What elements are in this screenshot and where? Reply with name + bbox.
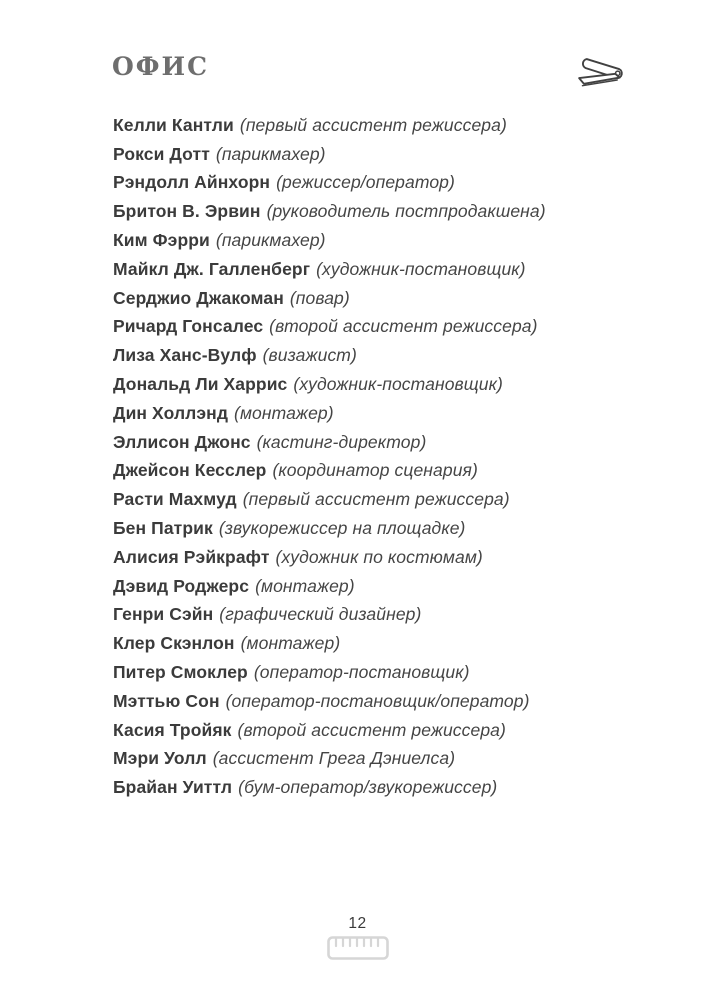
person-role: (бум-оператор/звукорежиссер) bbox=[238, 777, 498, 798]
person-role: (руководитель постпродакшена) bbox=[266, 201, 546, 222]
person-role: (первый ассистент режиссера) bbox=[242, 489, 510, 510]
person-name: Питер Смоклер bbox=[113, 662, 248, 683]
list-item bbox=[113, 169, 675, 198]
person-role: (графический дизайнер) bbox=[219, 604, 422, 625]
person-name: Майкл Дж. Галленберг bbox=[113, 258, 311, 279]
list-item bbox=[113, 370, 675, 399]
list-item bbox=[113, 313, 675, 342]
person-role: (ассистент Грега Дэниелса) bbox=[212, 748, 456, 769]
list-item bbox=[113, 341, 675, 370]
person-role: (звукорежиссер на площадке) bbox=[218, 518, 466, 539]
person-role: (второй ассистент режиссера) bbox=[269, 316, 538, 337]
list-item bbox=[113, 543, 675, 572]
person-role: (художник-постановщик) bbox=[316, 258, 526, 279]
person-role: (оператор-постановщик) bbox=[253, 662, 470, 683]
page-footer bbox=[0, 915, 715, 966]
person-name: Ричард Гонсалес bbox=[113, 316, 264, 337]
page-number: 12 bbox=[348, 915, 367, 932]
person-name: Ким Фэрри bbox=[113, 230, 210, 251]
person-name: Генри Сэйн bbox=[113, 604, 214, 625]
crew-list bbox=[113, 111, 675, 802]
person-name: Клер Скэнлон bbox=[113, 633, 235, 654]
list-item bbox=[113, 658, 675, 687]
list-item bbox=[113, 399, 675, 428]
page-title: ОФИС bbox=[112, 52, 210, 81]
list-item bbox=[113, 773, 675, 802]
person-role: (первый ассистент режиссера) bbox=[239, 114, 507, 135]
person-name: Эллисон Джонс bbox=[113, 431, 251, 452]
list-item bbox=[113, 255, 675, 284]
person-role: (художник-постановщик) bbox=[293, 374, 503, 395]
person-role: (монтажер) bbox=[240, 633, 341, 654]
list-item bbox=[113, 716, 675, 745]
list-item bbox=[113, 629, 675, 658]
person-role: (оператор-постановщик/оператор) bbox=[225, 690, 530, 711]
person-role: (координатор сценария) bbox=[272, 460, 478, 481]
person-name: Дин Холлэнд bbox=[113, 402, 229, 423]
list-item bbox=[113, 687, 675, 716]
list-item bbox=[113, 284, 675, 313]
person-role: (парикмахер) bbox=[215, 230, 326, 251]
ruler-icon bbox=[327, 936, 389, 961]
person-role: (монтажер) bbox=[255, 575, 355, 596]
person-role: (второй ассистент режиссера) bbox=[237, 719, 506, 740]
person-name: Дональд Ли Харрис bbox=[113, 374, 288, 395]
person-name: Мэри Уолл bbox=[113, 748, 207, 769]
person-role: (парикмахер) bbox=[215, 143, 326, 164]
list-item bbox=[113, 428, 675, 457]
person-role: (визажист) bbox=[262, 345, 357, 366]
person-name: Бен Патрик bbox=[113, 518, 213, 539]
list-item bbox=[113, 140, 675, 169]
person-role: (монтажер) bbox=[234, 402, 334, 423]
person-role: (художник по костюмам) bbox=[275, 546, 483, 567]
person-name: Келли Кантли bbox=[113, 114, 234, 135]
list-item bbox=[113, 514, 675, 543]
person-name: Алисия Рэйкрафт bbox=[113, 546, 270, 567]
person-name: Рокси Дотт bbox=[113, 143, 210, 164]
person-name: Джейсон Кесслер bbox=[113, 460, 267, 481]
person-role: (режиссер/оператор) bbox=[276, 172, 455, 193]
list-item bbox=[113, 111, 675, 140]
list-item bbox=[113, 226, 675, 255]
list-item bbox=[113, 485, 675, 514]
person-name: Серджио Джакоман bbox=[113, 287, 284, 308]
person-name: Бритон В. Эрвин bbox=[113, 201, 261, 222]
list-item bbox=[113, 745, 675, 774]
person-name: Расти Махмуд bbox=[113, 489, 237, 510]
person-name: Лиза Ханс-Вулф bbox=[113, 345, 257, 366]
person-role: (повар) bbox=[289, 287, 350, 308]
list-item bbox=[113, 457, 675, 486]
list-item bbox=[113, 601, 675, 630]
person-name: Мэттью Сон bbox=[113, 690, 220, 711]
person-role: (кастинг-директор) bbox=[256, 431, 427, 452]
person-name: Рэндолл Айнхорн bbox=[113, 172, 271, 193]
person-name: Касия Тройяк bbox=[113, 719, 232, 740]
list-item bbox=[113, 572, 675, 601]
person-name: Дэвид Роджерс bbox=[113, 575, 250, 596]
person-name: Брайан Уиттл bbox=[113, 777, 233, 798]
list-item bbox=[113, 197, 675, 226]
stapler-icon bbox=[575, 50, 629, 90]
